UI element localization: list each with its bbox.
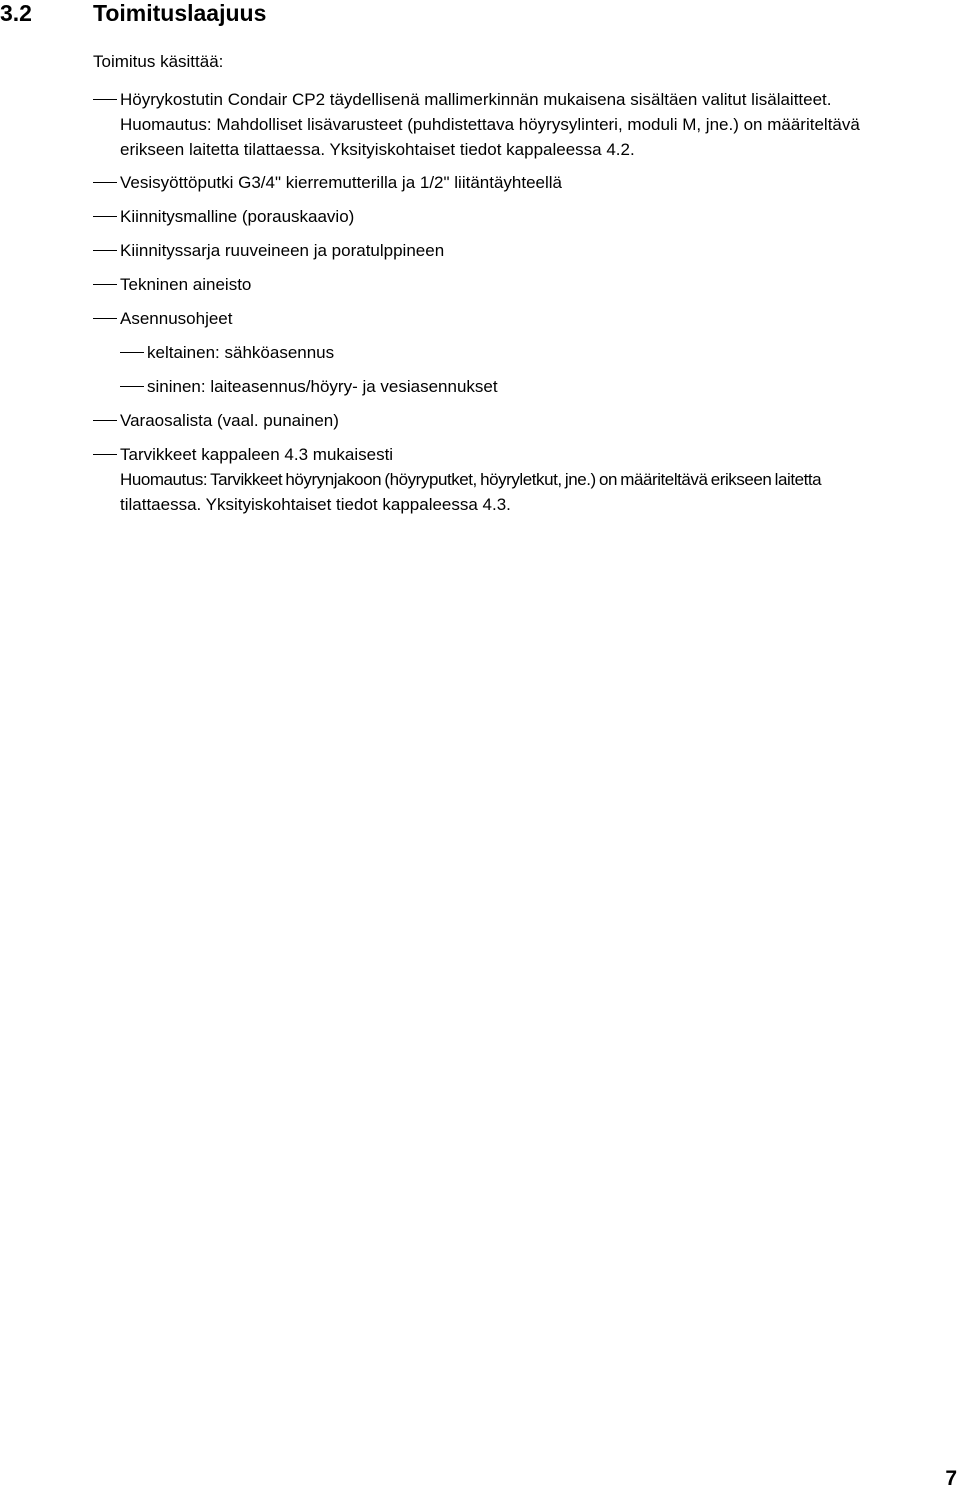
dash-bullet-icon: [93, 250, 117, 251]
section-number: 3.2: [0, 0, 32, 26]
intro-text: Toimitus käsittää:: [93, 52, 224, 71]
dash-bullet-icon: [93, 216, 117, 217]
list-item-text: keltainen: sähköasennus: [147, 343, 335, 362]
list-item-mounting-kit: [93, 238, 960, 263]
note-line: tilattaessa. Yksityiskohtaiset tiedot kappaleessa 4.3.: [120, 495, 511, 514]
list-item-accessories: [93, 442, 960, 517]
section-title: Toimituslaajuus: [93, 0, 267, 26]
list-item-text: Vesisyöttöputki G3/4" kierremutterilla ja 1/2" liitäntäyhteellä: [120, 173, 563, 192]
note-line: Huomautus: Mahdolliset lisävarusteet (puhdistettava höyrysylinteri, moduli M, jne.) on määriteltävä: [120, 115, 860, 134]
list-item-installation-instructions: [93, 306, 960, 331]
list-item-water-supply-pipe: [93, 170, 960, 195]
list-item-text: Kiinnitysmalline (porauskaavio): [120, 207, 355, 226]
list-item-text: Tarvikkeet kappaleen 4.3 mukaisesti: [120, 445, 394, 464]
sub-item-blue: [120, 374, 960, 399]
list-item-text: Asennusohjeet: [120, 309, 233, 328]
note-line: erikseen laitetta tilattaessa. Yksityiskohtaiset tiedot kappaleessa 4.2.: [120, 140, 635, 159]
list-item-text: Varaosalista (vaal. punainen): [120, 411, 339, 430]
dash-bullet-icon: [93, 182, 117, 183]
list-item-text: Tekninen aineisto: [120, 275, 252, 294]
list-item-technical-documentation: [93, 272, 960, 297]
dash-bullet-icon: [93, 99, 117, 100]
dash-bullet-icon: [120, 386, 144, 387]
list-item-text: sininen: laiteasennus/höyry- ja vesiasennukset: [147, 377, 498, 396]
dash-bullet-icon: [93, 454, 117, 455]
page-number: 7: [945, 1467, 957, 1490]
section-heading: [0, 0, 266, 28]
dash-bullet-icon: [93, 420, 117, 421]
list-item-text: Kiinnityssarja ruuveineen ja poratulppineen: [120, 241, 445, 260]
list-item-text: Höyrykostutin Condair CP2 täydellisenä mallimerkinnän mukaisena sisältäen valitut lisälaitteet.: [120, 90, 832, 109]
dash-bullet-icon: [120, 352, 144, 353]
dash-bullet-icon: [93, 318, 117, 319]
list-item-spare-parts-list: [93, 408, 960, 433]
dash-bullet-icon: [93, 284, 117, 285]
note-line: Huomautus: Tarvikkeet höyrynjakoon (höyryputket, höyryletkut, jne.) on määriteltävä erikseen laitetta: [120, 470, 822, 489]
list-item-steam-humidifier: [93, 87, 960, 162]
list-item-mounting-template: [93, 204, 960, 229]
sub-item-yellow: [120, 340, 960, 365]
